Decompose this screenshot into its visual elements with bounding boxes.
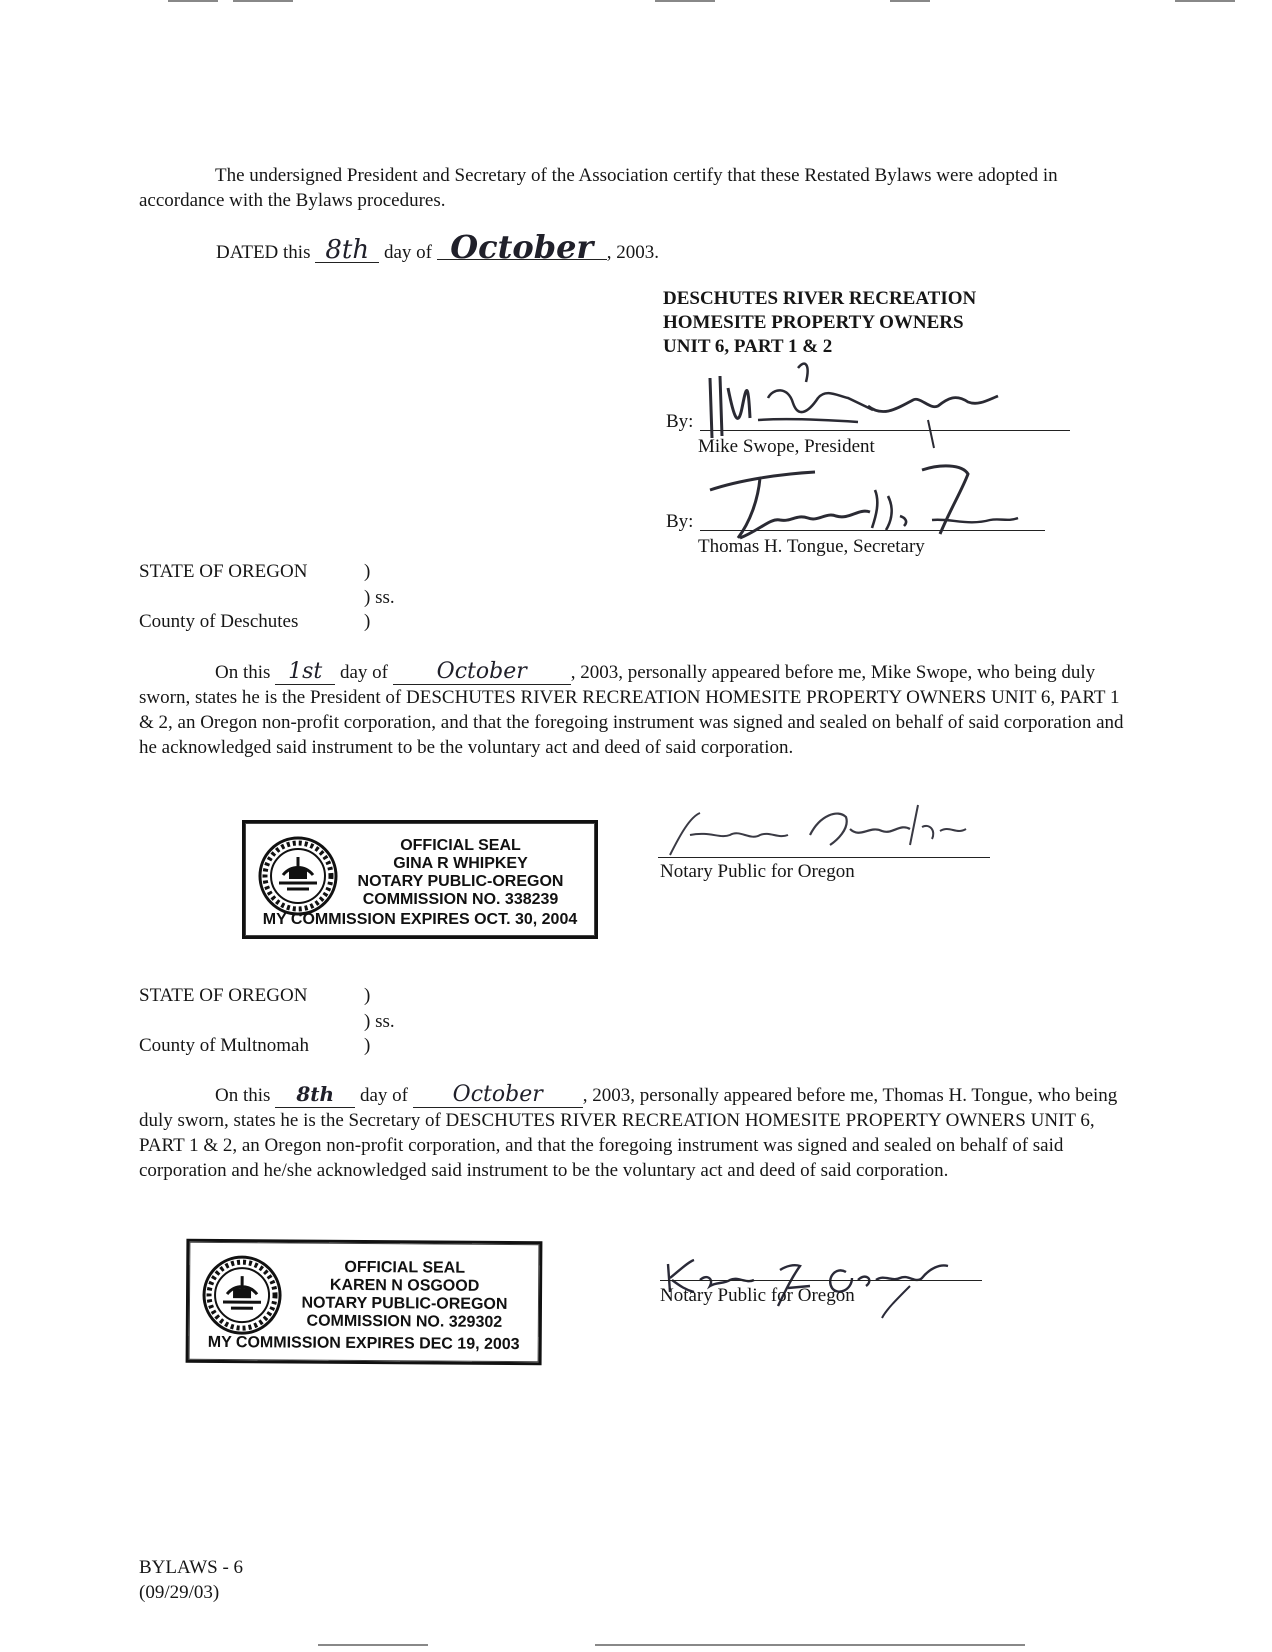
seal2-line3: NOTARY PUBLIC-OREGON [301,1294,508,1314]
seal2-line5: MY COMMISSION EXPIRES DEC 19, 2003 [207,1333,520,1354]
scan-artifact [595,1644,1025,1646]
seal2-line2: KAREN N OSGOOD [329,1276,480,1295]
ack1-day-handwriting: 1st [288,659,323,684]
ack1-month-handwriting: October [436,659,527,684]
ack2-on-this: On this [215,1085,271,1106]
ack1-on-this: On this [215,662,271,683]
scan-artifact [233,0,293,2]
notary-2-label: Notary Public for Oregon [660,1285,855,1306]
ack1-month-field [393,659,571,685]
oregon-state-seal-icon [257,835,339,917]
ack1-ss: ) ss. [364,587,395,608]
ack2-day-field [275,1082,355,1108]
ack2-day-handwriting: 8th [296,1082,335,1106]
ack2-paren-top: ) [364,985,371,1006]
scan-artifact [890,0,930,2]
dated-day-field [315,235,379,265]
dated-line [216,228,659,266]
notary-seal-1 [242,820,598,939]
ack2-month-field [413,1082,583,1108]
ack2-county: County of Multnomah [139,1035,309,1056]
scan-artifact [1175,0,1235,2]
ack1-body: , 2003, personally appeared before me, Mike Swope, who being duly sworn, states he is the President of DESCHUTES RIVER RECREATION HOMESITE PROPERTY OWNERS UNIT 6, PART 1 & 2, an Oregon non-profit corporation, and that the foregoing instrument was signed and sealed on behalf of said corporation and he acknowledged said instrument to be the voluntary act and deed of said corporation. [139,662,1124,758]
notary-1-signature-line [658,857,990,858]
association-line-2: HOMESITE PROPERTY OWNERS [663,312,964,333]
seal1-line2: GINA R WHIPKEY [393,855,528,872]
ack2-day-of: day of [359,1085,408,1106]
president-by-label: By: [666,411,694,432]
dated-month-field [437,228,607,266]
ack1-county: County of Deschutes [139,611,299,632]
association-line-1: DESCHUTES RIVER RECREATION [663,288,977,309]
notary-seal-1-text [333,837,588,909]
ack1-paragraph [139,659,1124,760]
oregon-state-seal-icon [201,1254,284,1337]
ack2-ss: ) ss. [364,1011,395,1032]
association-block [663,287,976,359]
ack2-body: , 2003, personally appeared before me, Thomas H. Tongue, who being duly sworn, states he is the Secretary of DESCHUTES RIVER RECREATION HOMESITE PROPERTY OWNERS UNIT 6, PART 1 & 2, an Oregon non-profit corporation, and that the foregoing instrument was signed and sealed on behalf of said corporation and he/she acknowledged said instrument to be the voluntary act and deed of said corporation. [139,1085,1118,1181]
secretary-name: Thomas H. Tongue, Secretary [698,536,925,557]
dated-year: , 2003. [606,242,659,263]
notary-seal-2-text [277,1258,532,1332]
notary-seal-2 [186,1239,543,1365]
seal1-line4: COMMISSION NO. 338239 [362,891,559,908]
footer-bylaws-page: BYLAWS - 6 [139,1557,244,1578]
seal1-line1: OFFICIAL SEAL [400,837,521,854]
association-line-3: UNIT 6, PART 1 & 2 [663,336,833,357]
ack2-paren-bottom: ) [364,1035,371,1056]
ack1-day-of: day of [339,662,388,683]
notary-2-signature-line [660,1280,982,1281]
seal1-line3: NOTARY PUBLIC-OREGON [357,873,564,890]
footer-revision-date: (09/29/03) [139,1582,220,1603]
seal2-line4: COMMISSION NO. 329302 [306,1312,503,1331]
dated-day-handwriting: 8th [325,235,370,265]
secretary-by-label: By: [666,511,694,532]
ack2-month-handwriting: October [452,1082,543,1107]
president-name: Mike Swope, President [698,436,875,457]
ack2-state: STATE OF OREGON [139,985,308,1006]
dated-prefix: DATED this [216,242,311,263]
notary-1-label: Notary Public for Oregon [660,861,855,882]
ack1-paren-bottom: ) [364,611,371,632]
dated-day-of: day of [383,242,432,263]
ack1-day-field [275,659,335,685]
dated-month-handwriting: October [450,228,594,266]
certification-paragraph: The undersigned President and Secretary of the Association certify that these Restated Bylaws were adopted in accordance with the Bylaws procedures. [139,165,1058,211]
ack1-paren-top: ) [364,561,371,582]
seal1-line5: MY COMMISSION EXPIRES OCT. 30, 2004 [262,911,578,928]
ack2-paragraph [139,1082,1124,1183]
scan-artifact [318,1644,428,1646]
scan-artifact [168,0,218,2]
seal2-line1: OFFICIAL SEAL [344,1258,466,1277]
scan-artifact [655,0,715,2]
ack1-state: STATE OF OREGON [139,561,308,582]
